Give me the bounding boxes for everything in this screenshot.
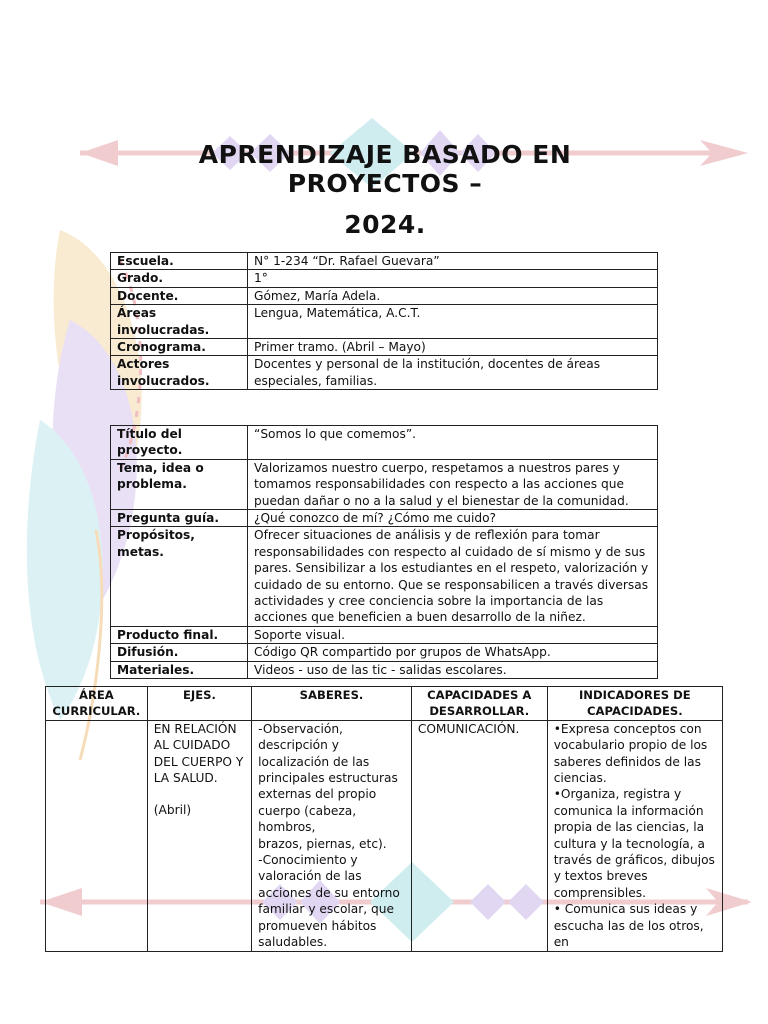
project-value: Videos - uso de las tic - salidas escolares. — [248, 661, 658, 678]
table-row — [111, 287, 658, 304]
info-key: Cronograma. — [111, 339, 248, 356]
curriculum-table — [45, 686, 723, 952]
table-row — [111, 305, 658, 339]
table-row — [111, 459, 658, 509]
school-info-table — [110, 252, 658, 390]
saber-item: -Observación, descripción y localización de las principales estructuras externas del propio cuerpo (cabeza, hombros, — [258, 721, 398, 835]
info-value: Lengua, Matemática, A.C.T. — [248, 305, 658, 339]
header-area: ÁREA CURRICULAR. — [46, 687, 148, 721]
project-key: Difusión. — [111, 644, 248, 661]
table-row — [111, 426, 658, 460]
project-value: Valorizamos nuestro cuerpo, respetamos a nuestros pares y tomamos responsabilidades con respecto a las acciones que puedan dañar o no a la salud y el bienestar de la comunidad. — [248, 459, 658, 509]
info-value: Gómez, María Adela. — [248, 287, 658, 304]
project-key: Tema, idea o problema. — [111, 459, 248, 509]
page-title-year: 2024. — [344, 210, 426, 239]
project-value: Soporte visual. — [248, 626, 658, 643]
header-saberes: SABERES. — [252, 687, 412, 721]
table-row — [46, 720, 723, 951]
indicador-item: • Comunica sus ideas y escucha las de los otros, en — [553, 902, 704, 950]
info-key: Actores involucrados. — [111, 356, 248, 390]
project-value: “Somos lo que comemos”. — [248, 426, 658, 460]
cell-capacidades: COMUNICACIÓN. — [411, 720, 547, 951]
table-row — [111, 661, 658, 678]
project-key: Producto final. — [111, 626, 248, 643]
table-row — [111, 644, 658, 661]
cell-indicadores — [547, 720, 722, 951]
page-title-line1: APRENDIZAJE BASADO EN PROYECTOS – — [198, 140, 572, 198]
table-row — [111, 339, 658, 356]
table-header-row — [46, 687, 723, 721]
project-table — [110, 425, 658, 679]
cell-eje — [147, 720, 251, 951]
info-value: Docentes y personal de la institución, docentes de áreas especiales, familias. — [248, 356, 658, 390]
table-row — [111, 626, 658, 643]
saber-item: -Conocimiento y valoración de las acciones de su entorno familiar y escolar, que promueven hábitos saludables. — [258, 853, 400, 950]
table-row — [111, 356, 658, 390]
saber-item: brazos, piernas, etc). — [258, 836, 387, 851]
eje-period: (Abril) — [153, 803, 192, 818]
cell-saberes — [252, 720, 412, 951]
header-capacidades: CAPACIDADES A DESARROLLAR. — [411, 687, 547, 721]
info-key: Docente. — [111, 287, 248, 304]
table-row — [111, 270, 658, 287]
table-row — [111, 527, 658, 626]
project-key: Pregunta guía. — [111, 510, 248, 527]
info-key: Escuela. — [111, 253, 248, 270]
project-key: Materiales. — [111, 661, 248, 678]
table-row — [111, 510, 658, 527]
info-value: N° 1-234 “Dr. Rafael Guevara” — [248, 253, 658, 270]
table-row — [111, 253, 658, 270]
eje-text: EN RELACIÓN AL CUIDADO DEL CUERPO Y LA SALUD. — [153, 721, 244, 786]
project-value: ¿Qué conozco de mí? ¿Cómo me cuido? — [248, 510, 658, 527]
info-key: Grado. — [111, 270, 248, 287]
info-key: Áreas involucradas. — [111, 305, 248, 339]
header-ejes: EJES. — [147, 687, 251, 721]
cell-area — [46, 720, 148, 951]
indicador-item: •Organiza, registra y comunica la información propia de las ciencias, la cultura y la tecnología, a través de gráficos, dibujos y textos breves comprensibles. — [553, 787, 715, 900]
project-value: Ofrecer situaciones de análisis y de reflexión para tomar responsabilidades con respecto al cuidado de sí mismo y de sus pares. Sensibilizar a los estudiantes en el respeto, valorización y cuidado de su entorno. Que se responsabilicen a través diversas actividades y cree conciencia sobre la importancia de las acciones que beneficien a buen desarrollo de la niñez. — [248, 527, 658, 626]
project-key: Título del proyecto. — [111, 426, 248, 460]
project-key: Propósitos, metas. — [111, 527, 248, 626]
info-value: 1° — [248, 270, 658, 287]
indicador-item: •Expresa conceptos con vocabulario propio de los saberes definidos de las ciencias. — [553, 721, 708, 786]
info-value: Primer tramo. (Abril – Mayo) — [248, 339, 658, 356]
project-value: Código QR compartido por grupos de WhatsApp. — [248, 644, 658, 661]
page-title — [150, 140, 620, 239]
header-indicadores: INDICADORES DE CAPACIDADES. — [547, 687, 722, 721]
